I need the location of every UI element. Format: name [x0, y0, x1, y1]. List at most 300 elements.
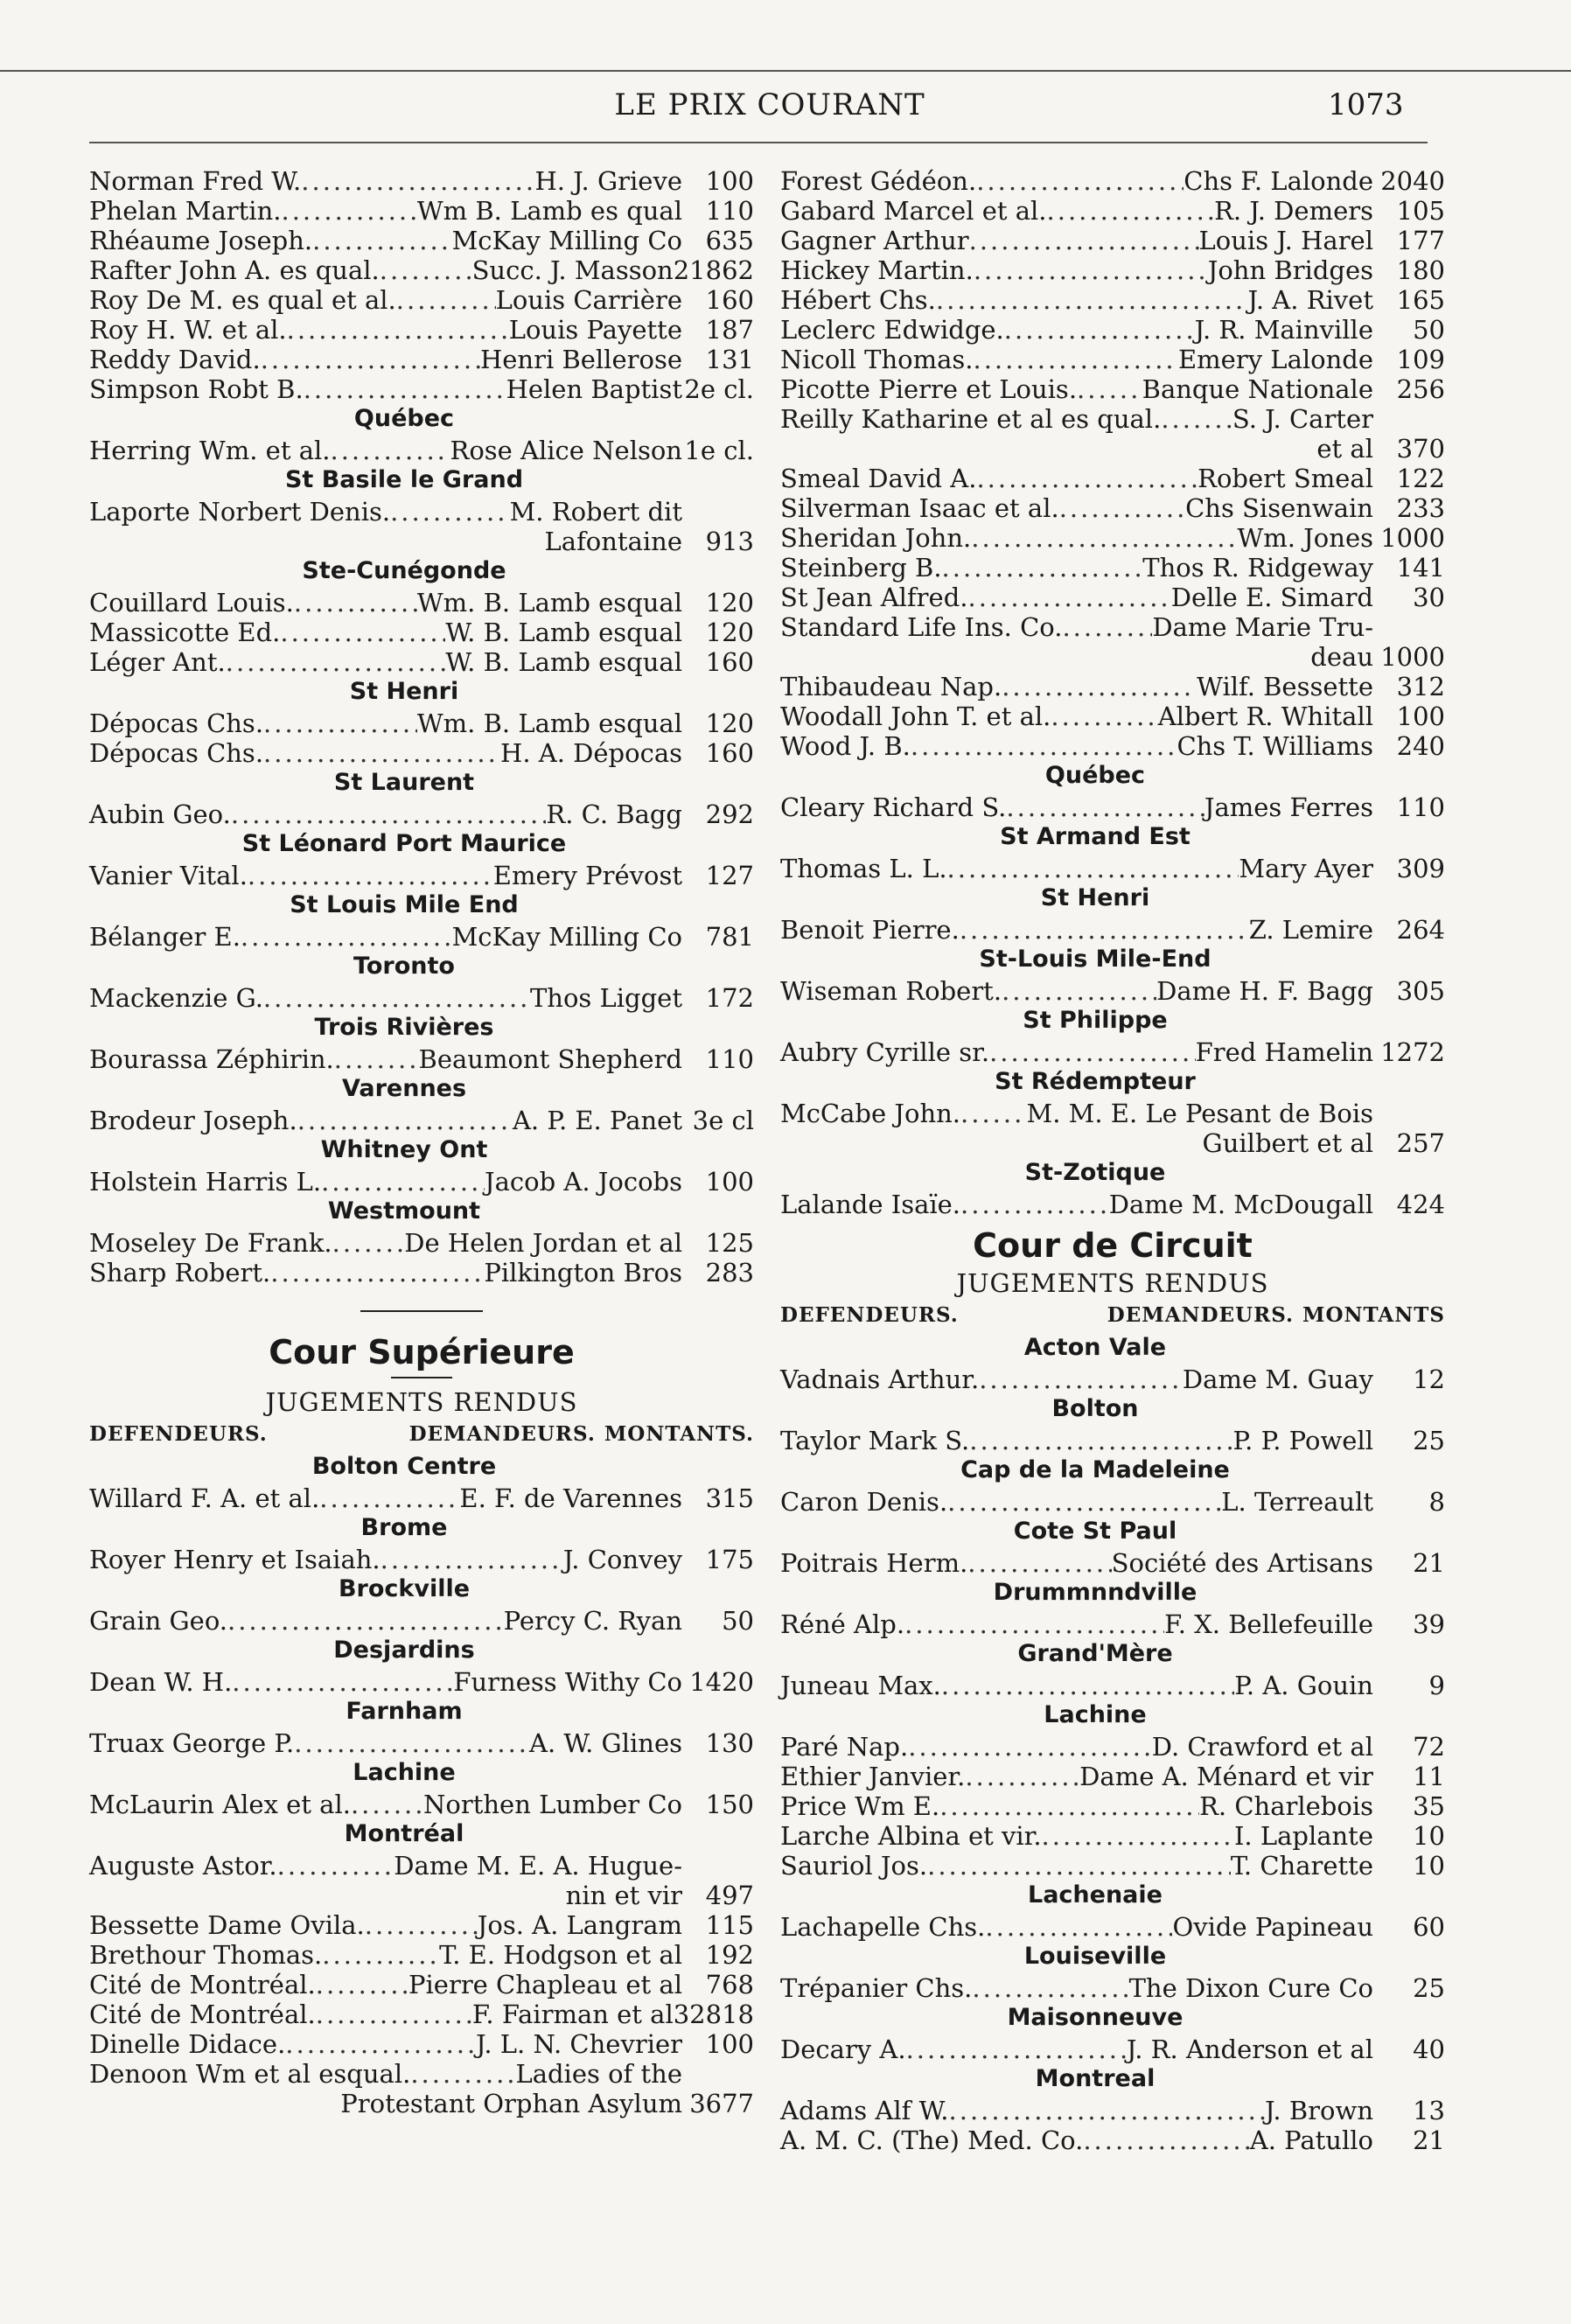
plaintiff: J. Convey	[562, 1545, 682, 1574]
defendant: Holstein Harris L.	[89, 1167, 322, 1197]
dot-leader	[287, 315, 509, 345]
judgment-entry	[780, 1364, 1445, 1394]
location-heading: Louiseville	[1023, 1943, 1167, 1970]
amount: 35	[1413, 1791, 1445, 1821]
dot-leader	[1006, 792, 1204, 822]
plaintiff-continued: Guilbert et al	[1202, 1128, 1373, 1158]
judgment-entry	[780, 731, 1445, 761]
amount: 9	[1428, 1671, 1445, 1700]
judgment-entry	[89, 1167, 754, 1197]
judgment-entry	[780, 2034, 1445, 2064]
dot-leader	[294, 588, 417, 618]
judgment-entry	[780, 166, 1445, 196]
defendant: Wood J. B.	[780, 731, 911, 761]
amount: 50	[1413, 315, 1445, 345]
defendant: St Jean Alfred.	[780, 583, 968, 612]
dot-leader	[906, 2034, 1127, 2064]
dot-leader	[281, 196, 416, 226]
defendant: Reilly Katharine et al es qual.	[780, 404, 1162, 434]
judgment-entry	[89, 226, 754, 255]
plaintiff: I. Laplante	[1233, 1821, 1373, 1851]
dot-leader	[1002, 976, 1156, 1006]
amount: 131	[705, 345, 754, 374]
defendant: Reddy David.	[89, 345, 261, 374]
dot-leader	[965, 1762, 1079, 1791]
plaintiff: R. C. Bagg	[546, 799, 682, 829]
amount: 192	[705, 1940, 754, 1970]
plaintiff: Thos Ligget	[529, 983, 682, 1013]
defendant: Benoit Pierre.	[780, 915, 960, 945]
dot-leader	[396, 285, 496, 315]
defendant: Couillard Louis.	[89, 588, 294, 618]
amount: 100	[705, 1167, 754, 1197]
location-heading: Acton Vale	[1023, 1334, 1167, 1361]
amount: 11	[1413, 1762, 1445, 1791]
dot-leader	[989, 1037, 1196, 1067]
dot-leader	[294, 1728, 529, 1758]
dot-leader	[332, 1228, 405, 1258]
location-heading: Toronto	[353, 953, 455, 980]
plaintiff: P. P. Powell	[1232, 1426, 1373, 1455]
judgment-entry	[780, 1791, 1445, 1821]
amount: 130	[705, 1728, 754, 1758]
judgment-entry	[89, 708, 754, 738]
dot-leader	[1004, 315, 1195, 345]
dot-leader	[261, 345, 480, 374]
plaintiff: W. B. Lamb esqual	[445, 647, 682, 677]
page-number: 1073	[1328, 87, 1404, 122]
dot-leader	[974, 255, 1208, 285]
amount: 312	[1396, 672, 1445, 701]
defendant: Norman Fred W.	[89, 166, 302, 196]
amount: 141	[1396, 553, 1445, 583]
location-heading: Ste-Cunégonde	[302, 557, 506, 584]
right-column	[780, 166, 1445, 2155]
location-heading: Trois Rivières	[314, 1014, 494, 1041]
plaintiff: Ladies of the	[515, 2059, 682, 2089]
amount: 100	[705, 2029, 754, 2059]
dot-leader	[967, 583, 1170, 612]
dot-leader	[976, 166, 1183, 196]
amount: 1e cl.	[684, 436, 754, 465]
dot-leader	[226, 647, 446, 677]
dot-leader	[297, 1106, 513, 1135]
dot-leader	[969, 226, 1199, 255]
plaintiff: Z. Lemire	[1248, 915, 1373, 945]
amount: 122	[1396, 464, 1445, 493]
judgment-entry	[780, 2096, 1445, 2125]
dot-leader	[949, 2096, 1266, 2125]
amount: 3e cl	[692, 1106, 754, 1135]
plaintiff: R. J. Demers	[1214, 196, 1373, 226]
dot-leader	[390, 497, 510, 527]
judgment-entry	[89, 1106, 754, 1135]
amount: 160	[705, 738, 754, 768]
plaintiff: Dame H. F. Bagg	[1156, 976, 1373, 1006]
defendant: Bourassa Zéphirin.	[89, 1044, 334, 1074]
plaintiff: Wm. B. Lamb esqual	[416, 708, 682, 738]
plaintiff: Dame M. E. A. Hugue-	[394, 1851, 682, 1881]
dot-leader	[927, 1851, 1231, 1881]
judgment-entry	[89, 345, 754, 374]
judgment-entry	[89, 1258, 754, 1288]
plaintiff: S. J. Carter	[1232, 404, 1373, 434]
amount: 50	[722, 1606, 754, 1636]
judgment-entry	[780, 493, 1445, 523]
dot-leader	[947, 854, 1239, 883]
judgment-entry	[89, 1910, 754, 1940]
defendant: Mackenzie G.	[89, 983, 263, 1013]
judgment-entry	[780, 315, 1445, 345]
plaintiff: Louis Carrière	[495, 285, 682, 315]
judgment-entry	[89, 2059, 754, 2089]
defendant: Roy H. W. et al.	[89, 315, 287, 345]
location-heading: Cote St Paul	[1013, 1518, 1177, 1545]
location-heading: Westmount	[327, 1197, 481, 1225]
defendant: McCabe John.	[780, 1099, 961, 1128]
defendant: Phelan Martin.	[89, 196, 282, 226]
defendant: Gabard Marcel et al.	[780, 196, 1047, 226]
judgment-entry	[780, 523, 1445, 553]
defendant: Sharp Robert.	[89, 1258, 271, 1288]
plaintiff: Northen Lumber Co	[423, 1790, 682, 1819]
defendant: Gagner Arthur	[780, 226, 969, 255]
amount: 2e cl.	[684, 374, 754, 404]
location-heading: Brockville	[338, 1575, 471, 1602]
section-divider	[360, 1310, 483, 1312]
dot-leader	[960, 1099, 1026, 1128]
defendant: Royer Henry et Isaiah.	[89, 1545, 381, 1574]
defendant: Auguste Astor.	[89, 1851, 277, 1881]
judgment-entry	[780, 915, 1445, 945]
defendant: Adams Alf W.	[780, 2096, 949, 2125]
plaintiff: H. J. Grieve	[534, 166, 682, 196]
defendant: Cité de Montréal.	[89, 1970, 316, 1999]
judgment-entry	[780, 792, 1445, 822]
dot-leader	[936, 285, 1248, 315]
plaintiffs-header: DEMANDEURS.	[1107, 1303, 1295, 1327]
amount: 160	[705, 285, 754, 315]
judgment-entry	[89, 1940, 754, 1970]
plaintiff: M. M. E. Le Pesant de Bois	[1026, 1099, 1373, 1128]
location-heading: St Henri	[349, 678, 459, 705]
amount: 264	[1396, 915, 1445, 945]
amount: 150	[705, 1790, 754, 1819]
court-heading: Cour de Circuit	[973, 1226, 1253, 1265]
plaintiff-continued: deau	[1310, 642, 1373, 672]
plaintiff: Louis J. Harel	[1198, 226, 1373, 255]
amount: 25	[1413, 1973, 1445, 2003]
defendant: Ethier Janvier.	[780, 1762, 966, 1791]
plaintiff: Delle E. Simard	[1170, 583, 1373, 612]
dot-leader	[1042, 1821, 1234, 1851]
dot-leader	[330, 436, 450, 465]
location-heading: St Henri	[1040, 884, 1150, 911]
amount: 635	[705, 226, 754, 255]
defendant: Lalande Isaïe.	[780, 1190, 961, 1219]
judgment-entry	[89, 436, 754, 465]
defendant: Herring Wm. et al.	[89, 436, 331, 465]
defendant: Paré Nap.	[780, 1732, 909, 1762]
amount: 21	[1413, 1548, 1445, 1578]
amount: 240	[1396, 731, 1445, 761]
defendant: Simpson Robt B.	[89, 374, 304, 404]
judgment-entry	[89, 738, 754, 768]
plaintiff: Thos R. Ridgeway	[1142, 553, 1373, 583]
judgment-entry	[780, 285, 1445, 315]
dot-leader	[280, 618, 445, 647]
judgment-entry	[89, 255, 754, 285]
dot-leader	[263, 738, 500, 768]
defendant: Thibaudeau Nap.	[780, 672, 1002, 701]
judgment-entry	[780, 1426, 1445, 1455]
judgment-entry	[780, 2125, 1445, 2155]
amount: 180	[1396, 255, 1445, 285]
plaintiff: Louis Payette	[508, 315, 682, 345]
amount: 497	[705, 1881, 754, 1910]
defendant: Cleary Richard S.	[780, 792, 1007, 822]
location-heading: Brome	[360, 1514, 448, 1541]
plaintiff: Furness Withy Co	[453, 1667, 682, 1697]
location-heading: Grand'Mère	[1017, 1640, 1173, 1667]
judgment-entry	[780, 553, 1445, 583]
location-heading: Québec	[1044, 762, 1146, 789]
dot-leader	[1047, 196, 1215, 226]
defendant: Trépanier Chs.	[780, 1973, 973, 2003]
defendant: Dinelle Didace.	[89, 2029, 286, 2059]
plaintiff: J. L. N. Chevrier	[475, 2029, 682, 2059]
location-heading: St-Louis Mile-End	[979, 946, 1211, 973]
plaintiff: John Bridges	[1207, 255, 1373, 285]
header-rule	[89, 142, 1428, 143]
dot-leader	[277, 1851, 394, 1881]
location-heading: St-Zotique	[1024, 1159, 1166, 1186]
dot-leader	[316, 1999, 472, 2029]
dot-leader	[301, 166, 534, 196]
defendant: A. M. C. (The) Med. Co.	[780, 2125, 1084, 2155]
plaintiff: D. Crawford et al	[1151, 1732, 1373, 1762]
amount: 3677	[689, 2089, 754, 2118]
dot-leader	[942, 553, 1143, 583]
dot-leader	[227, 1606, 504, 1636]
judgment-entry	[780, 196, 1445, 226]
plaintiff: J. R. Anderson et al	[1126, 2034, 1373, 2064]
dot-leader	[263, 708, 417, 738]
dot-leader	[263, 983, 530, 1013]
plaintiff: J. R. Mainville	[1194, 315, 1373, 345]
dot-leader	[974, 345, 1179, 374]
plaintiff: P. A. Gouin	[1234, 1671, 1373, 1700]
plaintiff: Jacob A. Jocobs	[484, 1167, 682, 1197]
amount: 1272	[1380, 1037, 1445, 1067]
judgment-entry	[780, 1851, 1445, 1881]
plaintiff: T. E. Hodgson et al	[439, 1940, 682, 1970]
location-heading: Bolton Centre	[311, 1453, 497, 1480]
judgment-entry	[780, 255, 1445, 285]
amount: 370	[1396, 434, 1445, 464]
judgment-entry	[89, 1545, 754, 1574]
defendant: Truax George P.	[89, 1728, 295, 1758]
defendant: Aubry Cyrille sr.	[780, 1037, 990, 1067]
dot-leader	[1161, 404, 1232, 434]
plaintiff: F. X. Bellefeuille	[1164, 1609, 1373, 1639]
judgment-entry	[780, 1671, 1445, 1700]
amount: 257	[1396, 1128, 1445, 1158]
amount: 72	[1413, 1732, 1445, 1762]
judgment-entry	[89, 166, 754, 196]
amount: 1420	[689, 1667, 754, 1697]
location-heading: St Rédempteur	[995, 1068, 1196, 1095]
amount: 32818	[673, 1999, 754, 2029]
plaintiff-continued: Lafontaine	[544, 527, 682, 556]
judgment-entry	[89, 285, 754, 315]
defendant: Price Wm E.	[780, 1791, 940, 1821]
amount: 110	[705, 196, 754, 226]
defendant: Thomas L. L.	[780, 854, 947, 883]
entry-continuation	[89, 1881, 754, 1910]
dot-leader	[410, 2059, 515, 2089]
plaintiff: Helen Baptist	[506, 374, 682, 404]
location-heading: St Léonard Port Maurice	[241, 830, 567, 857]
plaintiff: R. Charlebois	[1199, 1791, 1373, 1821]
judgment-entry	[89, 1044, 754, 1074]
plaintiff: Wm B. Lamb es qual	[416, 196, 682, 226]
court-heading: Cour Supérieure	[269, 1333, 575, 1371]
plaintiff: J. A. Rivet	[1247, 285, 1373, 315]
defendant: Leclerc Edwidge.	[780, 315, 1004, 345]
plaintiff: Ovide Papineau	[1172, 1912, 1373, 1942]
dot-leader	[316, 1970, 408, 1999]
plaintiffs-header: DEMANDEURS.	[408, 1422, 596, 1446]
plaintiff: McKay Milling Co	[451, 922, 682, 952]
defendant: Steinberg B.	[780, 553, 942, 583]
amount: 913	[705, 527, 754, 556]
judgment-entry	[89, 374, 754, 404]
plaintiff: Robert Smeal	[1197, 464, 1373, 493]
dot-leader	[1083, 2125, 1249, 2155]
dot-leader	[904, 1609, 1164, 1639]
plaintiff: The Dixon Cure Co	[1128, 1973, 1373, 2003]
amount: 120	[705, 588, 754, 618]
defendant: Smeal David A.	[780, 464, 977, 493]
plaintiff: Société des Artisans	[1111, 1548, 1373, 1578]
defendants-header: DEFENDEURS.	[89, 1422, 268, 1446]
plaintiff-continued: nin et vir	[565, 1881, 682, 1910]
amount: 127	[705, 861, 754, 890]
dot-leader	[967, 1548, 1111, 1578]
judgment-entry	[89, 1728, 754, 1758]
dot-leader	[334, 1044, 419, 1074]
plaintiff: Fred Hamelin	[1195, 1037, 1373, 1067]
judgment-entry	[780, 701, 1445, 731]
entry-continuation	[89, 2089, 754, 2118]
amount: 172	[705, 983, 754, 1013]
judgment-entry	[89, 647, 754, 677]
dot-leader	[941, 1671, 1234, 1700]
judgment-entry	[89, 315, 754, 345]
judgment-entry	[89, 497, 754, 527]
defendant: Lachapelle Chs.	[780, 1912, 986, 1942]
plaintiff: F. Fairman et al	[471, 1999, 674, 2029]
defendants-header: DEFENDEURS.	[780, 1303, 959, 1327]
defendant: Silverman Isaac et al.	[780, 493, 1059, 523]
amount: 12	[1413, 1364, 1445, 1394]
defendant: Denoon Wm et al esqual.	[89, 2059, 411, 2089]
plaintiff: Henri Bellerose	[479, 345, 682, 374]
defendant: Léger Ant.	[89, 647, 226, 677]
judgment-entry	[89, 1667, 754, 1697]
entry-continuation	[780, 1128, 1445, 1158]
amount: 100	[1396, 701, 1445, 731]
amount: 175	[705, 1545, 754, 1574]
plaintiff: Jos. A. Langram	[477, 1910, 682, 1940]
plaintiff: Wm. Jones	[1237, 523, 1373, 553]
amount: 40	[1413, 2034, 1445, 2064]
defendant: Willard F. A. et al.	[89, 1483, 320, 1513]
amount: 1000	[1380, 523, 1445, 553]
dot-leader	[285, 2029, 476, 2059]
defendant: Brodeur Joseph.	[89, 1106, 297, 1135]
location-heading: Québec	[353, 405, 455, 432]
amount: 109	[1396, 345, 1445, 374]
judgment-entry	[89, 1970, 754, 1999]
plaintiff: Wm. B. Lamb esqual	[416, 588, 682, 618]
defendant: Bessette Dame Ovila.	[89, 1910, 365, 1940]
plaintiff: De Helen Jordan et al	[404, 1228, 682, 1258]
defendant: Taylor Mark S.	[780, 1426, 970, 1455]
judgment-entry	[780, 1912, 1445, 1942]
location-heading: Farnham	[346, 1698, 463, 1725]
defendant: McLaurin Alex et al.	[89, 1790, 351, 1819]
dot-leader	[241, 922, 452, 952]
defendant: Aubin Geo.	[89, 799, 231, 829]
judgment-entry	[780, 1821, 1445, 1851]
judgment-entry	[89, 1999, 754, 2029]
plaintiff-continued: et al	[1316, 434, 1373, 464]
amount: 125	[705, 1228, 754, 1258]
plaintiff: Dame A. Ménard et vir	[1079, 1762, 1373, 1791]
amount: 25	[1413, 1426, 1445, 1455]
judgment-entry	[780, 672, 1445, 701]
location-heading: Montreal	[1035, 2065, 1156, 2092]
judgment-entry	[89, 922, 754, 952]
plaintiff: W. B. Lamb esqual	[445, 618, 682, 647]
dot-leader	[270, 1258, 484, 1288]
dot-leader	[1077, 374, 1142, 404]
left-column	[89, 166, 754, 2118]
amount: 1000	[1380, 642, 1445, 672]
plaintiff: A. P. E. Panet	[512, 1106, 682, 1135]
page-title: LE PRIX COURANT	[614, 87, 925, 122]
amount: 233	[1396, 493, 1445, 523]
judgment-entry	[780, 612, 1445, 642]
defendant: Decary A.	[780, 2034, 906, 2064]
amount: 256	[1396, 374, 1445, 404]
amount: 13	[1413, 2096, 1445, 2125]
location-heading: Desjardins	[333, 1637, 475, 1664]
amount: 781	[705, 922, 754, 952]
judgment-entry	[780, 1037, 1445, 1067]
plaintiff: H. A. Dépocas	[500, 738, 682, 768]
defendant: Hickey Martin.	[780, 255, 974, 285]
defendant: Vadnais Arthur.	[780, 1364, 980, 1394]
dot-leader	[960, 1190, 1109, 1219]
top-rule	[0, 70, 1571, 72]
judgment-entry	[89, 1483, 754, 1513]
plaintiff: Pierre Chapleau et al	[408, 1970, 682, 1999]
heading-rule	[391, 1377, 452, 1378]
amount: 315	[705, 1483, 754, 1513]
